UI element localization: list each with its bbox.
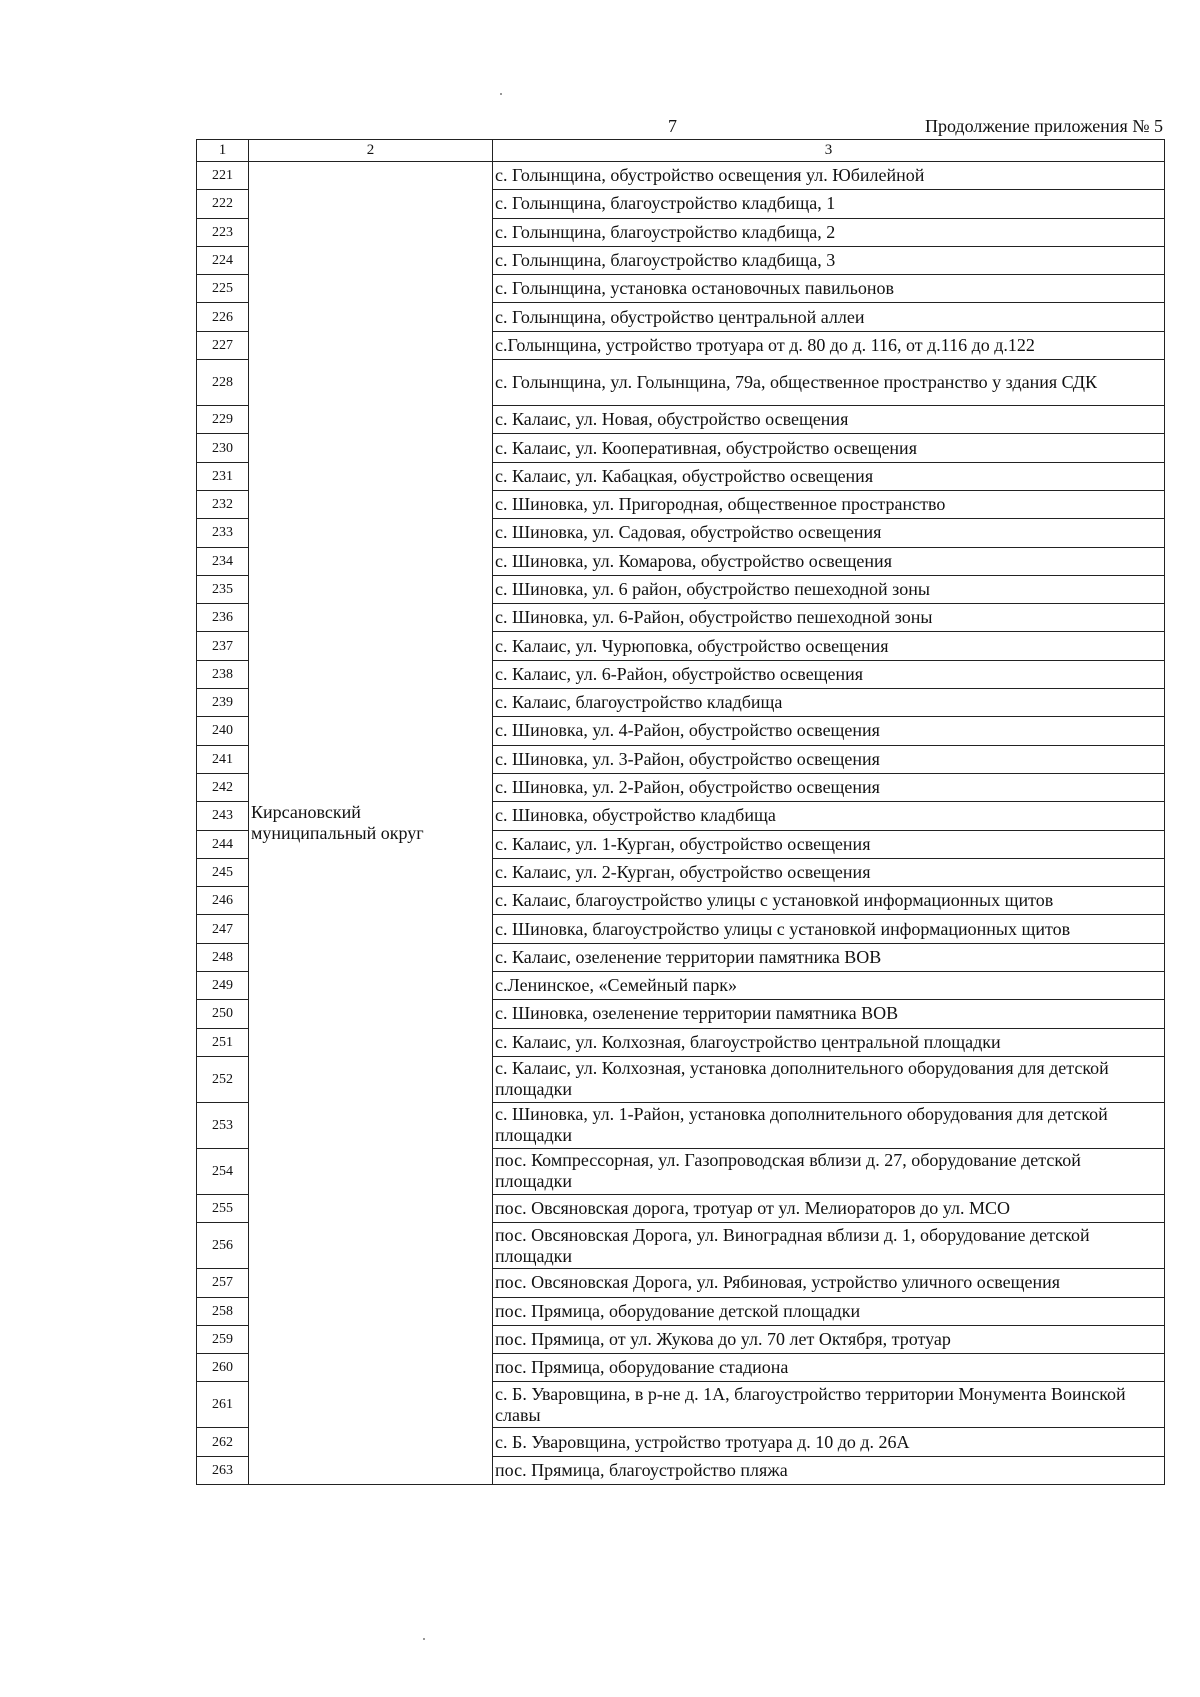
project-description: с. Шиновка, ул. 3-Район, обустройство освещения — [493, 745, 1165, 773]
project-description: с. Калаис, ул. 2-Курган, обустройство освещения — [493, 858, 1165, 886]
row-number: 237 — [197, 632, 249, 660]
row-number: 260 — [197, 1354, 249, 1382]
row-number: 252 — [197, 1056, 249, 1102]
project-description: с. Шиновка, ул. 2-Район, обустройство освещения — [493, 773, 1165, 801]
row-number: 228 — [197, 360, 249, 406]
project-description: пос. Прямица, от ул. Жукова до ул. 70 лет Октября, тротуар — [493, 1325, 1165, 1353]
project-description: с. Голынщина, благоустройство кладбища, 3 — [493, 246, 1165, 274]
row-number: 234 — [197, 547, 249, 575]
project-description: пос. Прямица, благоустройство пляжа — [493, 1456, 1165, 1484]
row-number: 221 — [197, 162, 249, 190]
project-description: с. Калаис, ул. Колхозная, установка дополнительного оборудования для детской площадки — [493, 1056, 1165, 1102]
row-number: 222 — [197, 190, 249, 218]
project-description: с. Голынщина, обустройство освещения ул. Юбилейной — [493, 162, 1165, 190]
district-name: Кирсановский муниципальный округ — [249, 162, 493, 1485]
project-description: с. Калаис, благоустройство кладбища — [493, 689, 1165, 717]
row-number: 254 — [197, 1148, 249, 1194]
project-description: с. Б. Уваровщина, в р-не д. 1А, благоустройство территории Монумента Воинской славы — [493, 1382, 1165, 1428]
project-description: с. Шиновка, благоустройство улицы с установкой информационных щитов — [493, 915, 1165, 943]
column-header: 1 — [197, 140, 249, 162]
row-number: 226 — [197, 303, 249, 331]
row-number: 253 — [197, 1102, 249, 1148]
row-number: 261 — [197, 1382, 249, 1428]
appendix-continuation-label: Продолжение приложения № 5 — [924, 116, 1163, 136]
project-description: с. Калаис, ул. Кооперативная, обустройство освещения — [493, 434, 1165, 462]
project-description: с. Шиновка, ул. 6-Район, обустройство пешеходной зоны — [493, 604, 1165, 632]
row-number: 245 — [197, 858, 249, 886]
project-description: с. Калаис, ул. Кабацкая, обустройство освещения — [493, 462, 1165, 490]
row-number: 256 — [197, 1223, 249, 1269]
project-description: с. Шиновка, озеленение территории памятника ВОВ — [493, 1000, 1165, 1028]
project-description: с. Голынщина, благоустройство кладбища, 1 — [493, 190, 1165, 218]
row-number: 236 — [197, 604, 249, 632]
table-row — [197, 162, 1165, 190]
row-number: 242 — [197, 773, 249, 801]
row-number: 262 — [197, 1428, 249, 1456]
project-description: с. Шиновка, ул. Комарова, обустройство освещения — [493, 547, 1165, 575]
row-number: 235 — [197, 575, 249, 603]
row-number: 263 — [197, 1456, 249, 1484]
project-description: с. Б. Уваровщина, устройство тротуара д. 10 до д. 26А — [493, 1428, 1165, 1456]
column-header: 3 — [493, 140, 1165, 162]
row-number: 249 — [197, 972, 249, 1000]
project-description: с. Шиновка, ул. 1-Район, установка дополнительного оборудования для детской площадки — [493, 1102, 1165, 1148]
row-number: 258 — [197, 1297, 249, 1325]
row-number: 251 — [197, 1028, 249, 1056]
row-number: 250 — [197, 1000, 249, 1028]
project-description: с. Калаис, ул. Колхозная, благоустройство центральной площадки — [493, 1028, 1165, 1056]
project-description: с. Шиновка, ул. Пригородная, общественное пространство — [493, 490, 1165, 518]
project-description: пос. Прямица, оборудование стадиона — [493, 1354, 1165, 1382]
row-number: 257 — [197, 1269, 249, 1297]
project-description: с.Голынщина, устройство тротуара от д. 80 до д. 116, от д.116 до д.122 — [493, 331, 1165, 359]
column-header: 2 — [249, 140, 493, 162]
project-description: с.Ленинское, «Семейный парк» — [493, 972, 1165, 1000]
project-description: с. Голынщина, благоустройство кладбища, 2 — [493, 218, 1165, 246]
row-number: 229 — [197, 406, 249, 434]
project-description: с. Калаис, ул. 6-Район, обустройство освещения — [493, 660, 1165, 688]
project-description: пос. Компрессорная, ул. Газопроводская вблизи д. 27, оборудование детской площадки — [493, 1148, 1165, 1194]
project-description: с. Голынщина, ул. Голынщина, 79а, общественное пространство у здания СДК — [493, 360, 1165, 406]
page-number: 7 — [668, 116, 677, 136]
row-number: 247 — [197, 915, 249, 943]
project-description: с. Шиновка, ул. 4-Район, обустройство освещения — [493, 717, 1165, 745]
table-body — [197, 162, 1165, 1485]
project-description: с. Калаис, ул. 1-Курган, обустройство освещения — [493, 830, 1165, 858]
row-number: 240 — [197, 717, 249, 745]
row-number: 244 — [197, 830, 249, 858]
project-description: с. Шиновка, ул. Садовая, обустройство освещения — [493, 519, 1165, 547]
project-description: с. Шиновка, обустройство кладбища — [493, 802, 1165, 830]
project-description: с. Калаис, озеленение территории памятника ВОВ — [493, 943, 1165, 971]
project-description: пос. Овсяновская Дорога, ул. Рябиновая, устройство уличного освещения — [493, 1269, 1165, 1297]
scan-speck — [500, 93, 502, 95]
project-description: пос. Прямица, оборудование детской площадки — [493, 1297, 1165, 1325]
row-number: 241 — [197, 745, 249, 773]
row-number: 230 — [197, 434, 249, 462]
row-number: 224 — [197, 246, 249, 274]
row-number: 223 — [197, 218, 249, 246]
row-number: 238 — [197, 660, 249, 688]
project-description: пос. Овсяновская дорога, тротуар от ул. Мелиораторов до ул. МСО — [493, 1194, 1165, 1222]
row-number: 231 — [197, 462, 249, 490]
project-description: с. Калаис, ул. Новая, обустройство освещения — [493, 406, 1165, 434]
row-number: 232 — [197, 490, 249, 518]
row-number: 225 — [197, 275, 249, 303]
project-description: с. Голынщина, установка остановочных павильонов — [493, 275, 1165, 303]
table-header-row — [197, 140, 1165, 162]
row-number: 259 — [197, 1325, 249, 1353]
row-number: 246 — [197, 887, 249, 915]
scan-speck — [423, 1638, 425, 1640]
row-number: 227 — [197, 331, 249, 359]
row-number: 239 — [197, 689, 249, 717]
appendix-table — [196, 139, 1165, 1485]
row-number: 255 — [197, 1194, 249, 1222]
row-number: 243 — [197, 802, 249, 830]
project-description: с. Калаис, ул. Чурюповка, обустройство освещения — [493, 632, 1165, 660]
project-description: с. Шиновка, ул. 6 район, обустройство пешеходной зоны — [493, 575, 1165, 603]
project-description: с. Калаис, благоустройство улицы с установкой информационных щитов — [493, 887, 1165, 915]
project-description: с. Голынщина, обустройство центральной аллеи — [493, 303, 1165, 331]
project-description: пос. Овсяновская Дорога, ул. Виноградная вблизи д. 1, оборудование детской площадки — [493, 1223, 1165, 1269]
row-number: 248 — [197, 943, 249, 971]
row-number: 233 — [197, 519, 249, 547]
